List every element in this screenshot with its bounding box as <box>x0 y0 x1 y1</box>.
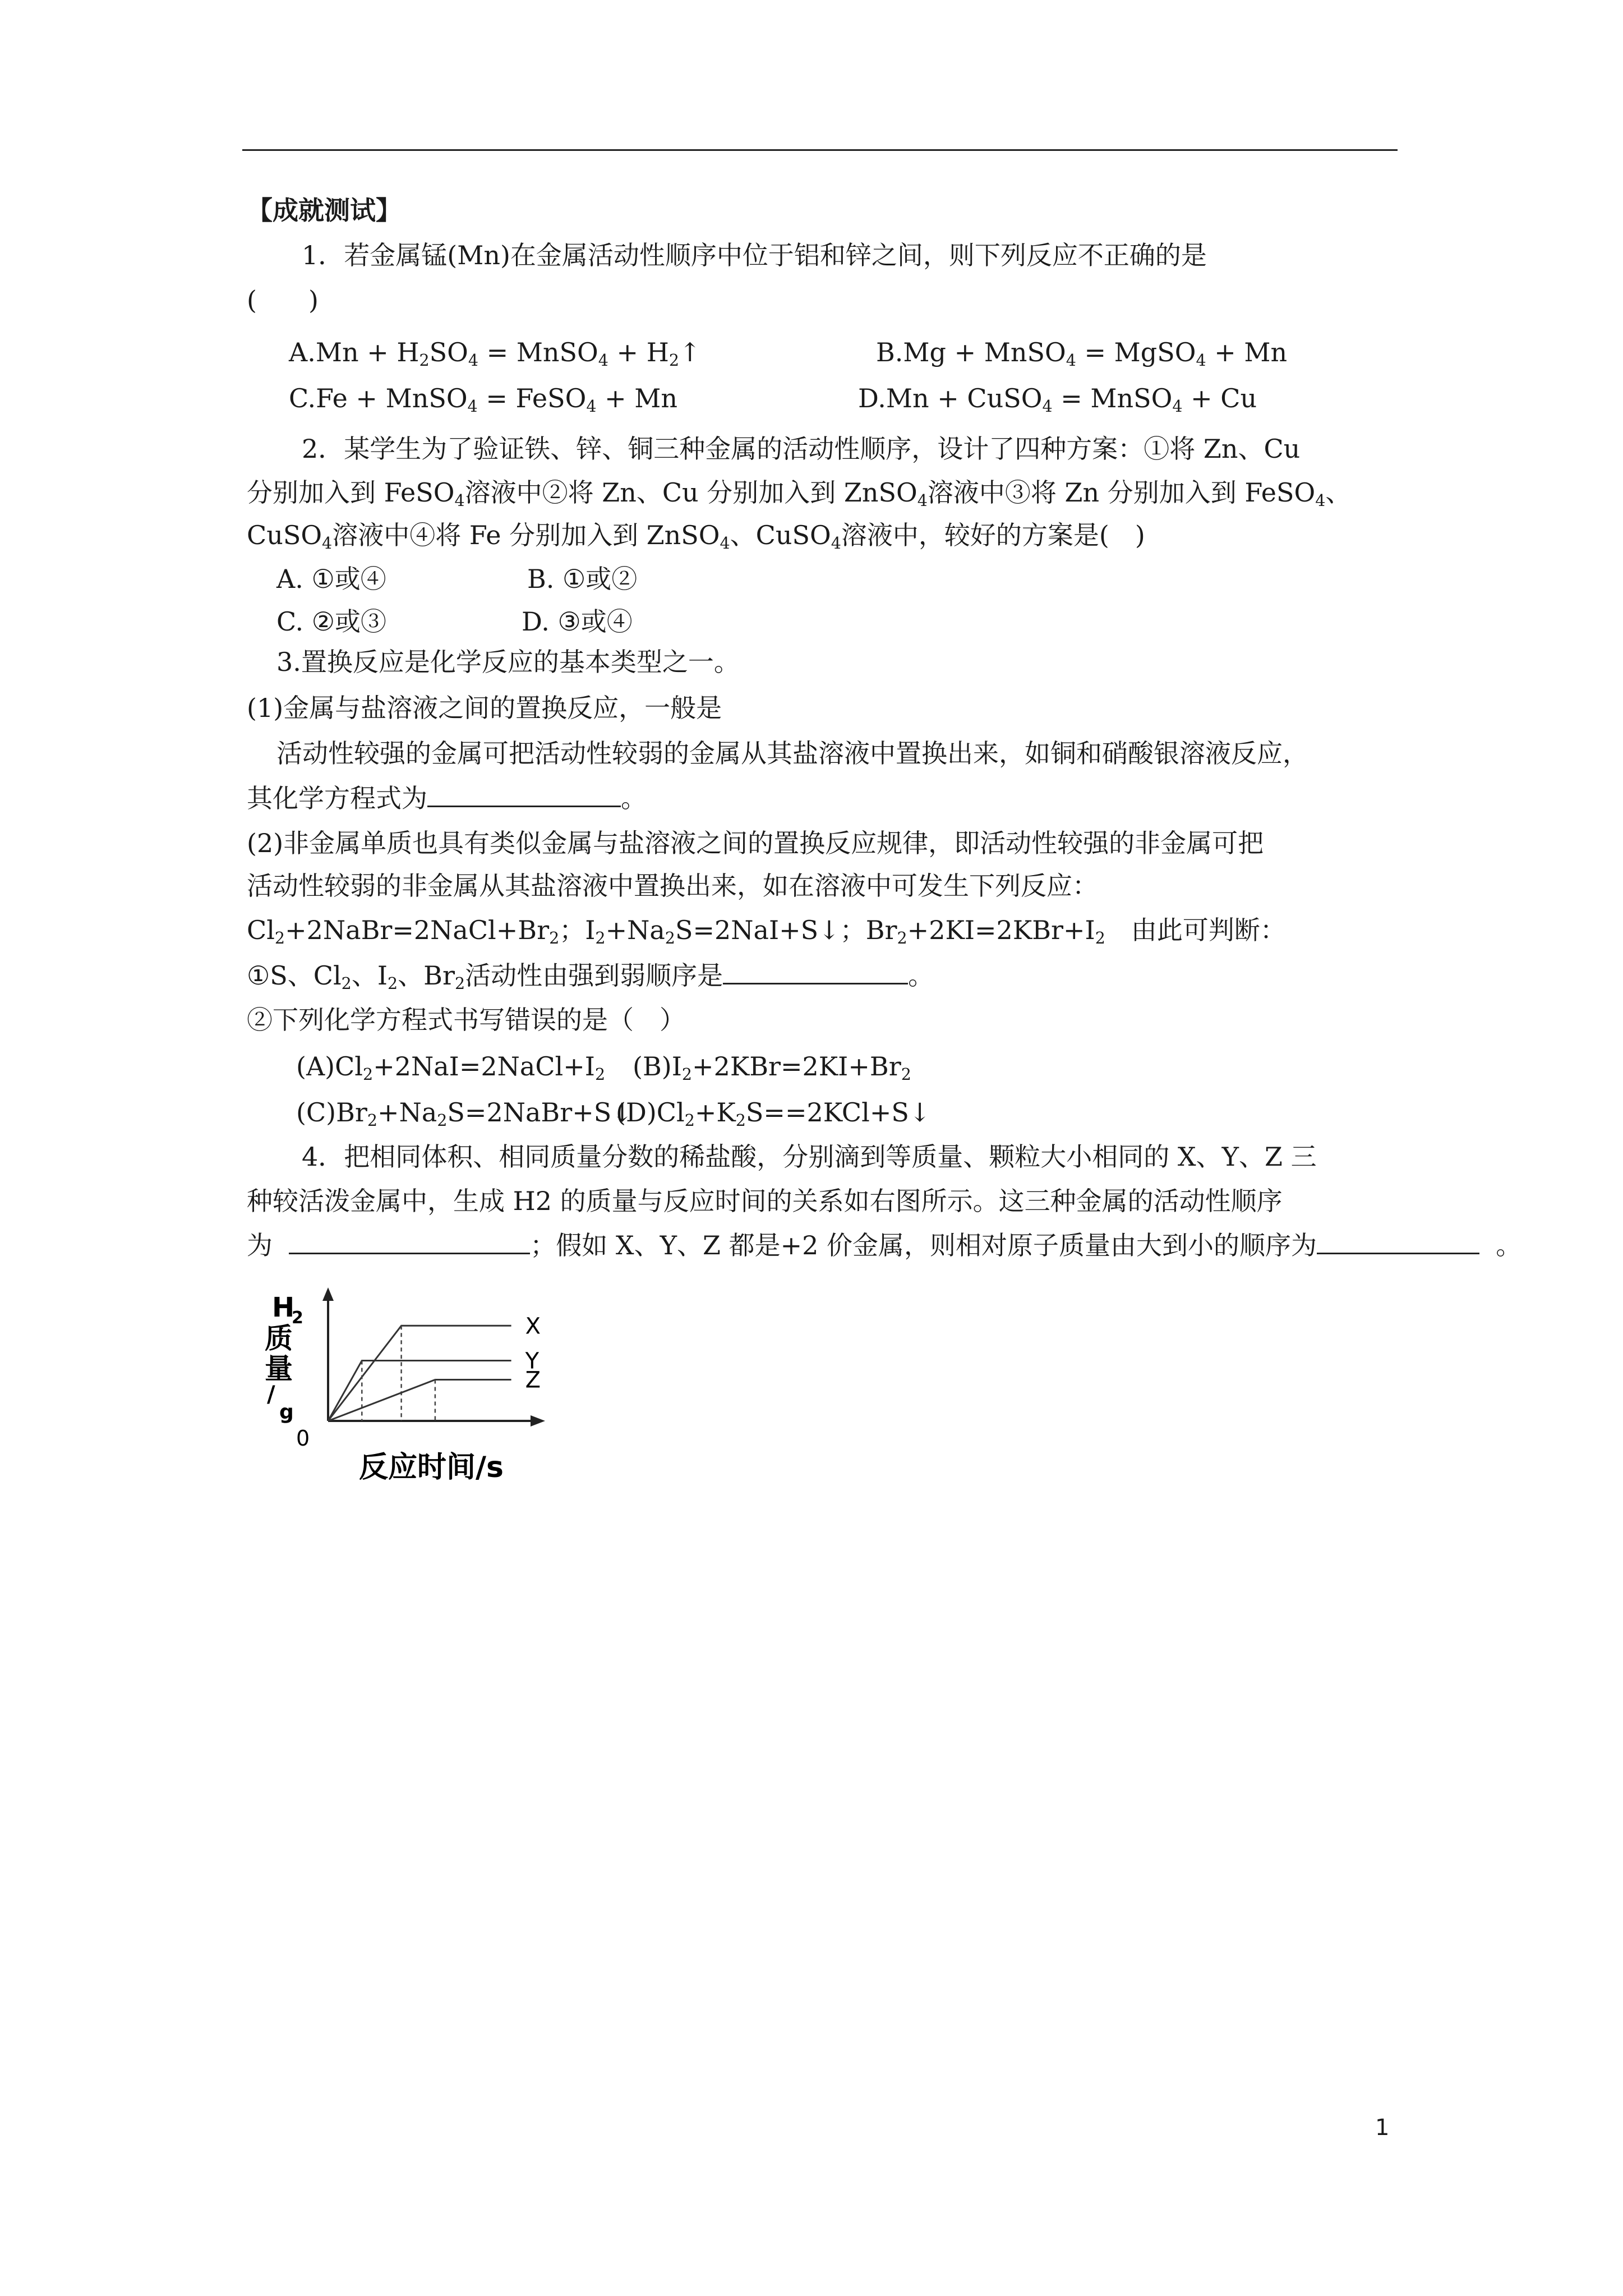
x-axis-label: 反应时间/s <box>359 1451 504 1484</box>
header-rule <box>242 149 1398 151</box>
q3-line-2: (1)金属与盐溶液之间的置换反应，一般是 <box>247 693 722 723</box>
q3-line-6: 活动性较弱的非金属从其盐溶液中置换出来，如在溶液中可发生下列反应： <box>247 871 1098 901</box>
q2-option-b[interactable]: B. ①或② <box>527 564 638 594</box>
section-heading: 【成就测试】 <box>247 195 402 226</box>
q3-option-d[interactable]: $(D)Cl_2+K_2S==2KCl+S↓$ <box>616 1097 931 1130</box>
series-group <box>328 1313 541 1421</box>
origin-label: 0 <box>296 1426 310 1451</box>
q3-line-7: $Cl_2+2NaBr=2NaCl+Br_2$；$I_2+Na_2S=2NaI+S↓$；$Br_2+2KI=2KBr+I_2$ 由此可判断： <box>247 915 1286 947</box>
q2-line-3: CuSO$_4$溶液中④将 Fe 分别加入到 ZnSO$_4$、CuSO$_4$溶液中，较好的方案是( ) <box>247 520 1145 553</box>
series-label-y: Y <box>525 1348 540 1374</box>
q3-line-1: 3.置换反应是化学反应的基本类型之一。 <box>276 647 740 677</box>
q3-answer-blank-2[interactable] <box>723 960 908 984</box>
q1-option-b[interactable]: B.Mg + MnSO$_4$ = MgSO$_4$ + Mn <box>876 337 1288 370</box>
q3-option-c[interactable]: $(C)Br_2+Na_2S=2NaBr+S↓$ <box>296 1097 633 1130</box>
q2-line-1: 2．某学生为了验证铁、锌、铜三种金属的活动性顺序，设计了四种方案：①将 Zn、Cu <box>302 434 1301 464</box>
series-label-x: X <box>525 1313 541 1340</box>
q2-option-c[interactable]: C. ②或③ <box>276 606 387 637</box>
q3-option-b[interactable]: $(B)I_2+2KBr=2KI+Br_2$ <box>633 1051 911 1084</box>
y-label-char: 质 <box>265 1322 293 1355</box>
q2-option-d[interactable]: D. ③或④ <box>522 606 633 637</box>
q3-line-4: 其化学方程式为 。 <box>247 783 647 813</box>
y-axis-label <box>265 1322 294 1424</box>
q3-option-a[interactable]: $(A)Cl_2+2NaI=2NaCl+I_2$ <box>296 1051 606 1084</box>
q4-answer-blank-2[interactable] <box>1317 1230 1479 1254</box>
q4-line-1: 4．把相同体积、相同质量分数的稀盐酸，分别滴到等质量、颗粒大小相同的 X、Y、Z 三 <box>302 1142 1317 1172</box>
q3-line-8: ①S、$Cl_2$、$I_2$、$Br_2$活动性由强到弱顺序是 。 <box>247 960 934 993</box>
q1-option-c[interactable]: C.Fe + MnSO$_4$ = FeSO$_4$ + Mn <box>289 383 678 416</box>
q3-line-3: 活动性较强的金属可把活动性较弱的金属从其盐溶液中置换出来，如铜和硝酸银溶液反应， <box>276 738 1308 769</box>
q2-option-a[interactable]: A. ①或④ <box>276 564 386 594</box>
q1-option-a[interactable]: $A.Mn + H_2SO_4$ = MnSO$_4$ + $H_2↑$ <box>289 337 701 370</box>
q1-stem: 1．若金属锰(Mn)在金属活动性顺序中位于铝和锌之间，则下列反应不正确的是 <box>302 240 1207 270</box>
q1-option-d[interactable]: D.Mn + CuSO$_4$ = MnSO$_4$ + Cu <box>858 383 1257 416</box>
series-line-y <box>328 1361 511 1421</box>
y-axis-arrow <box>322 1287 334 1301</box>
y-label-sub: 2 <box>292 1308 303 1328</box>
q2-line-2: 分别加入到 FeSO$_4$溶液中②将 Zn、Cu 分别加入到 ZnSO$_4$溶液中③将 Zn 分别加入到 FeSO$_4$、 <box>247 477 1352 510</box>
y-label-char: 量 <box>265 1352 293 1385</box>
y-label-char: / <box>267 1382 275 1407</box>
q3-line-5: (2)非金属单质也具有类似金属与盐溶液之间的置换反应规律，即活动性较强的非金属可把 <box>247 828 1264 858</box>
h2-mass-time-chart <box>252 1276 600 1495</box>
q4-line-2: 种较活泼金属中，生成 H2 的质量与反应时间的关系如右图所示。这三种金属的活动性顺序 <box>247 1186 1283 1216</box>
x-axis-arrow <box>531 1415 545 1427</box>
q3-answer-blank-1[interactable] <box>427 783 621 807</box>
q4-answer-blank-1[interactable] <box>289 1230 530 1254</box>
q1-paren: ( ) <box>247 285 319 315</box>
q3-line-9: ②下列化学方程式书写错误的是（ ） <box>247 1005 685 1035</box>
series-label-z: Z <box>525 1367 541 1393</box>
q4-line-3: 为 ；假如 X、Y、Z 都是+2 价金属，则相对原子质量由大到小的顺序为 。 <box>247 1230 1522 1260</box>
page-number: 1 <box>1375 2115 1390 2141</box>
y-label-h: H <box>272 1292 295 1323</box>
y-label-char: g <box>279 1401 294 1424</box>
